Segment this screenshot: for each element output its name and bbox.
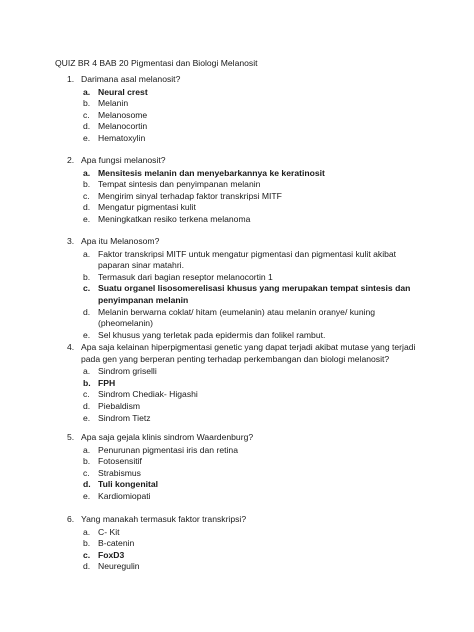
option-text: Mensitesis melanin dan menyebarkannya ke keratinosit: [98, 167, 325, 178]
option-item: [83, 456, 427, 468]
option-item: [83, 307, 427, 330]
option-text: FPH: [98, 377, 116, 388]
option-text: Sindrom Tietz: [98, 412, 151, 423]
option-letter: d.: [83, 479, 91, 490]
option-letter: a.: [83, 86, 91, 97]
option-text: Melanin: [98, 98, 129, 109]
option-letter: c.: [83, 467, 90, 478]
question-4: [67, 342, 427, 424]
question-number: 1.: [67, 74, 75, 84]
option-item: [83, 202, 427, 214]
option-item: [83, 133, 427, 145]
option-item: [83, 249, 427, 272]
option-item: [83, 330, 427, 342]
question-5: [67, 432, 427, 503]
option-letter: b.: [83, 179, 91, 190]
option-list: [67, 87, 427, 145]
option-letter: a.: [83, 366, 91, 377]
option-item: [83, 214, 427, 226]
question-number: 3.: [67, 236, 75, 246]
option-letter: d.: [83, 121, 91, 132]
option-text: Tempat sintesis dan penyimpanan melanin: [98, 179, 261, 190]
option-text: Faktor transkripsi MITF untuk mengatur pigmentasi dan pigmentasi kulit akibat paparan sinar matahri.: [98, 248, 397, 271]
option-letter: c.: [83, 283, 91, 294]
question-number: 4.: [67, 342, 75, 352]
option-text: Termasuk dari bagian reseptor melanocortin 1: [98, 271, 273, 282]
option-text: Neural crest: [98, 86, 148, 97]
option-text: FoxD3: [98, 549, 125, 560]
option-item: [83, 401, 427, 413]
option-letter: b.: [83, 98, 91, 109]
option-text: Penurunan pigmentasi iris dan retina: [98, 444, 238, 455]
option-text: Sindrom griselli: [98, 366, 157, 377]
option-letter: c.: [83, 190, 90, 201]
option-item: [83, 168, 427, 180]
question-2: [67, 155, 427, 226]
option-item: [83, 389, 427, 401]
option-item: [83, 98, 427, 110]
option-text: Sindrom Chediak- Higashi: [98, 389, 198, 400]
option-item: [83, 179, 427, 191]
option-item: [83, 468, 427, 480]
option-item: [83, 110, 427, 122]
question-3: [67, 236, 427, 341]
question-6: [67, 514, 427, 573]
option-item: [83, 121, 427, 133]
option-item: [83, 413, 427, 425]
option-text: Melanin berwarna coklat/ hitam (eumelanin) atau melanin oranye/ kuning (pheomelanin): [98, 306, 376, 329]
option-item: [83, 283, 427, 306]
option-item: [83, 445, 427, 457]
option-letter: d.: [83, 202, 91, 213]
option-item: [83, 366, 427, 378]
option-text: Kardiomiopati: [98, 490, 151, 501]
option-item: [83, 272, 427, 284]
question-number: 2.: [67, 155, 75, 165]
question-number: 6.: [67, 514, 75, 524]
option-text: Mengatur pigmentasi kulit: [98, 202, 196, 213]
option-letter: c.: [83, 389, 90, 400]
option-letter: c.: [83, 109, 90, 120]
option-letter: a.: [83, 248, 91, 259]
quiz-title: QUIZ BR 4 BAB 20 Pigmentasi dan Biologi Melanosit: [55, 58, 258, 68]
option-item: [83, 550, 427, 562]
option-letter: e.: [83, 132, 91, 143]
question-line: [67, 432, 427, 444]
option-item: [83, 378, 427, 390]
option-letter: c.: [83, 549, 91, 560]
option-text: Neuregulin: [98, 561, 140, 572]
question-line: [67, 236, 427, 248]
option-list: [67, 168, 427, 226]
question-text: Yang manakah termasuk faktor transkripsi?: [81, 514, 247, 524]
option-text: Melanosome: [98, 109, 148, 120]
option-letter: a.: [83, 167, 91, 178]
option-text: Meningkatkan resiko terkena melanoma: [98, 213, 251, 224]
question-text: Apa saja kelainan hiperpigmentasi genetic yang dapat terjadi akibat mutase yang terjadi pada gen yang berperan penting terhadap perkembangan dan biologi melanosit?: [81, 342, 416, 364]
option-letter: e.: [83, 329, 91, 340]
option-letter: b.: [83, 271, 91, 282]
option-letter: d.: [83, 306, 91, 317]
option-text: Mengirim sinyal terhadap faktor transkripsi MITF: [98, 190, 282, 201]
option-letter: a.: [83, 526, 91, 537]
option-list: [67, 445, 427, 503]
option-letter: d.: [83, 561, 91, 572]
option-letter: e.: [83, 490, 91, 501]
option-letter: e.: [83, 213, 91, 224]
option-item: [83, 191, 427, 203]
option-list: [67, 366, 427, 424]
option-text: Melanocortin: [98, 121, 148, 132]
option-text: Strabismus: [98, 467, 141, 478]
option-letter: b.: [83, 538, 91, 549]
question-line: [67, 74, 427, 86]
question-text: Darimana asal melanosit?: [81, 74, 181, 84]
option-letter: a.: [83, 444, 91, 455]
question-line: [67, 514, 427, 526]
question-text: Apa saja gejala klinis sindrom Waardenburg?: [81, 432, 254, 442]
option-item: [83, 527, 427, 539]
question-1: [67, 74, 427, 145]
option-text: B-catenin: [98, 538, 135, 549]
option-letter: d.: [83, 400, 91, 411]
option-text: Hematoxylin: [98, 132, 146, 143]
option-text: Tuli kongenital: [98, 479, 158, 490]
question-number: 5.: [67, 432, 75, 442]
option-item: [83, 561, 427, 573]
question-text: Apa fungsi melanosit?: [81, 155, 166, 165]
option-letter: e.: [83, 412, 91, 423]
option-item: [83, 491, 427, 503]
option-item: [83, 87, 427, 99]
option-letter: b.: [83, 456, 91, 467]
option-list: [67, 527, 427, 573]
option-text: Piebaldism: [98, 400, 141, 411]
question-line: [67, 342, 427, 365]
option-item: [83, 479, 427, 491]
option-text: Suatu organel lisosomerelisasi khusus yang merupakan tempat sintesis dan penyimpanan melanin: [98, 283, 411, 305]
option-list: [67, 249, 427, 342]
option-text: Sel khusus yang terletak pada epidermis dan folikel rambut.: [98, 329, 326, 340]
option-text: Fotosensitif: [98, 456, 142, 467]
option-text: C- Kit: [98, 526, 120, 537]
question-text: Apa itu Melanosom?: [81, 236, 160, 246]
option-letter: b.: [83, 377, 91, 388]
question-line: [67, 155, 427, 167]
option-item: [83, 538, 427, 550]
